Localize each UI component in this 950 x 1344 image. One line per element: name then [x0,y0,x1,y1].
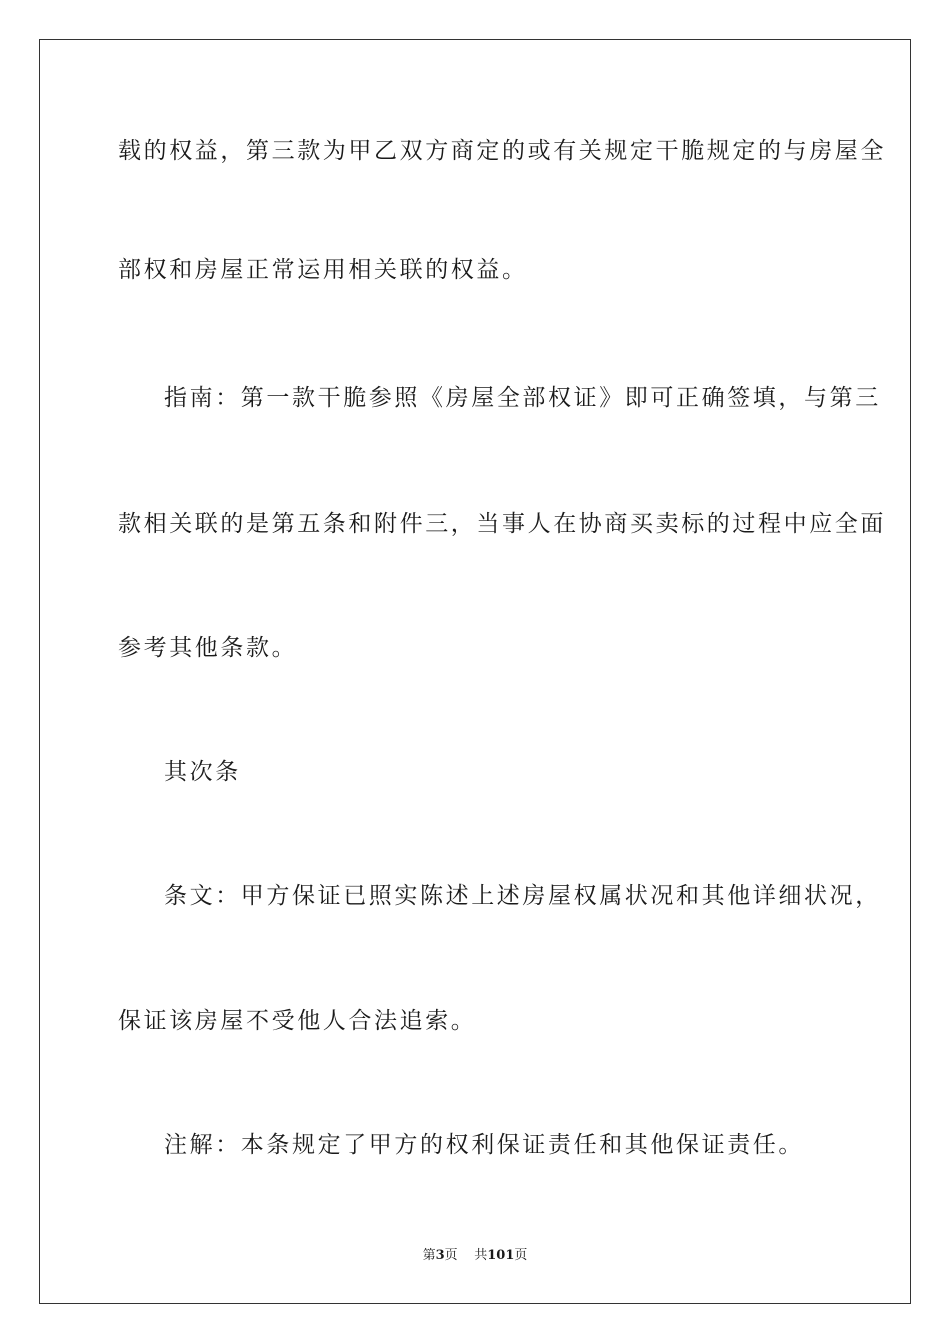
footer-page-suffix: 页 [444,1248,458,1263]
body-line-1: 载的权益，第三款为甲乙双方商定的或有关规定干脆规定的与房屋全 [118,138,886,164]
body-line-5: 参考其他条款。 [118,635,298,661]
footer-page-number: 3 [435,1248,445,1263]
body-line-2: 部权和房屋正常运用相关联的权益。 [118,257,528,283]
footer-total-prefix: 共 [474,1248,488,1263]
section-heading: 其次条 [164,759,241,785]
body-line-4: 款相关联的是第五条和附件三，当事人在协商买卖标的过程中应全面 [118,511,886,537]
page-border [39,39,911,1304]
body-line-7: 条文：甲方保证已照实陈述上述房屋权属状况和其他详细状况， [164,883,881,909]
footer-total-pages: 101 [487,1248,515,1263]
footer-page-prefix: 第 [422,1248,436,1263]
footer-total-suffix: 页 [514,1248,528,1263]
page-footer [0,1247,950,1265]
body-line-8: 保证该房屋不受他人合法追索。 [118,1008,477,1034]
body-line-9: 注解：本条规定了甲方的权利保证责任和其他保证责任。 [164,1132,804,1158]
body-line-3: 指南：第一款干脆参照《房屋全部权证》即可正确签填，与第三 [164,385,881,411]
